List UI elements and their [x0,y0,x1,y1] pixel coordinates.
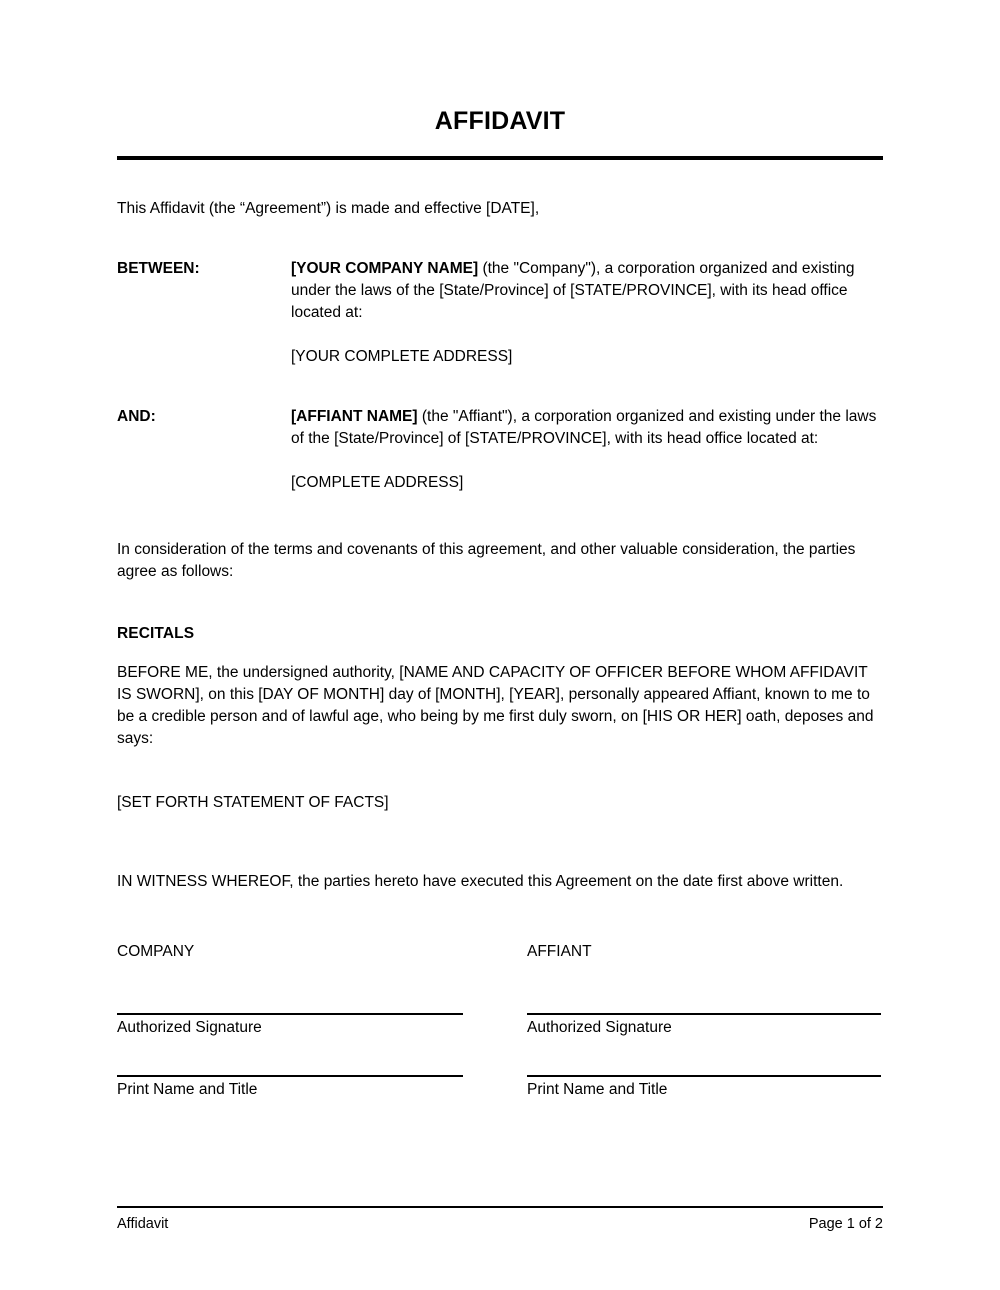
print-name-caption-affiant: Print Name and Title [527,1080,668,1098]
party-address-company: [YOUR COMPLETE ADDRESS] [291,347,513,365]
signature-area [117,941,883,1101]
consideration-paragraph: In consideration of the terms and covenants of this agreement, and other valuable consideration, the parties agree as follows: [117,540,856,580]
intro-paragraph: This Affidavit (the “Agreement”) is made and effective [DATE], [117,199,540,217]
party-block-between [117,258,883,368]
signature-caption-company: Authorized Signature [117,1018,262,1036]
footer-row [117,1214,883,1234]
party-name-company: [YOUR COMPANY NAME] [291,259,479,277]
footer-divider [117,1206,883,1208]
party-description-affiant: (the "Affiant"), a corporation organized and existing under the laws of the [State/Province] of [STATE/PROVINCE], with its head office located at: [291,407,877,447]
party-label-between: BETWEEN: [117,259,200,277]
signature-heading-affiant: AFFIANT [527,942,592,960]
party-label-and: AND: [117,407,156,425]
print-name-line-company[interactable] [117,1075,463,1077]
signature-column-company [117,941,463,1101]
signature-column-affiant [527,941,881,1101]
footer-page-number: Page 1 of 2 [808,1216,883,1232]
party-body-and [291,406,883,494]
party-block-and [117,406,883,494]
recitals-paragraph: BEFORE ME, the undersigned authority, [NAME AND CAPACITY OF OFFICER BEFORE WHOM AFFIDAVIT IS SWORN], on this [DAY OF MONTH] day of [MONTH], [YEAR], personally appeared Affiant, known to me to be a credible person and of lawful age, who being by me first duly sworn, on [HIS OR HER] oath, deposes and says: [117,663,874,747]
footer-document-name: Affidavit [117,1216,169,1232]
signature-heading-company: COMPANY [117,942,195,960]
section-heading-recitals: RECITALS [117,624,195,642]
party-body-between [291,258,883,368]
party-address-affiant: [COMPLETE ADDRESS] [291,473,464,491]
statement-of-facts-placeholder: [SET FORTH STATEMENT OF FACTS] [117,793,389,811]
witness-clause-paragraph: IN WITNESS WHEREOF, the parties hereto have executed this Agreement on the date first above written. [117,872,844,890]
signature-row [117,941,883,1101]
print-name-caption-company: Print Name and Title [117,1080,258,1098]
title-divider [117,156,883,160]
page-title: AFFIDAVIT [434,107,566,135]
party-description-company: (the "Company"), a corporation organized and existing under the laws of the [State/Province] of [STATE/PROVINCE], with its head office located at: [291,259,855,321]
signature-caption-affiant: Authorized Signature [527,1018,672,1036]
print-name-line-affiant[interactable] [527,1075,881,1077]
signature-line-company[interactable] [117,1013,463,1015]
signature-line-affiant[interactable] [527,1013,881,1015]
page-footer [117,1206,883,1234]
document-content [117,0,883,1101]
party-name-affiant: [AFFIANT NAME] [291,407,418,425]
